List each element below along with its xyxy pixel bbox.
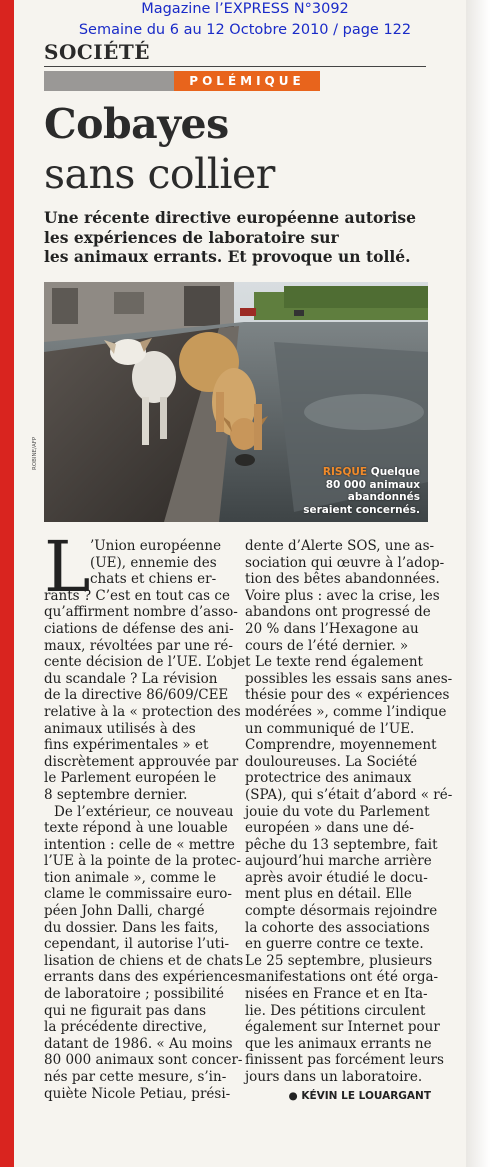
text-line: texte répond à une louable	[44, 820, 228, 837]
topic-tag: POLÉMIQUE	[174, 71, 320, 91]
text-line: douloureuses. La Société	[245, 753, 418, 770]
text-line: finissent pas forcément leurs	[245, 1052, 444, 1069]
text-line: du dossier. Dans les faits,	[44, 919, 219, 936]
text-line: nés par cette mesure, s’in-	[44, 1069, 227, 1085]
article-photo	[44, 282, 428, 522]
text-line: également sur Internet pour	[245, 1019, 440, 1036]
text-line: relative à la « protection des	[44, 703, 241, 720]
bullet-icon: ●	[288, 1089, 298, 1102]
text-line: cours de l’été dernier. »	[245, 637, 409, 654]
section-rule	[44, 66, 426, 67]
text-line: en guerre contre ce texte.	[245, 936, 424, 953]
lede-line: Une récente directive européenne autorise	[44, 208, 417, 227]
text-line: lie. Des pétitions circulent	[245, 1002, 426, 1019]
text-line: lisation de chiens et de chats	[44, 952, 244, 969]
text-line: péen John Dalli, chargé	[44, 903, 205, 920]
tag-grey-band	[44, 71, 174, 91]
text-line: la cohorte des associations	[245, 919, 430, 936]
text-line: ciations de défense des ani-	[44, 620, 234, 637]
text-line: jouie du vote du Parlement	[245, 803, 430, 820]
text-line: intention : celle de « mettre	[44, 836, 235, 853]
text-line: ’Union européenne	[90, 538, 222, 554]
text-line: l’UE à la pointe de la protec-	[44, 853, 241, 870]
text-line: aujourd’hui marche arrière	[245, 853, 432, 870]
photo-credit: ROBINE/AFP	[32, 436, 38, 470]
byline	[245, 1088, 431, 1105]
byline-author: KÉVIN LE LOUARGANT	[301, 1089, 431, 1102]
article-column-right	[245, 538, 453, 1104]
text-line: fins expérimentales » et	[44, 737, 209, 754]
red-edge-bar	[0, 0, 14, 1167]
text-line: qu’affirment nombre d’asso-	[44, 604, 238, 621]
text-line: clame le commissaire euro-	[44, 886, 232, 903]
text-line: de laboratoire ; possibilité	[44, 986, 224, 1003]
text-line: dente d’Alerte SOS, une as-	[245, 538, 435, 554]
text-line: Voire plus : avec la crise, les	[245, 587, 440, 604]
header-date-line: Semaine du 6 au 12 Octobre 2010 / page 122	[78, 22, 412, 38]
text-line: un communiqué de l’UE.	[245, 720, 415, 737]
caption-line: abandonnés	[347, 491, 420, 503]
text-line: de la directive 86/609/CEE	[44, 687, 229, 704]
drop-cap: L	[44, 526, 91, 608]
text-line: quiète Nicole Petiau, prési-	[44, 1085, 231, 1102]
text-line: 20 % dans l’Hexagone au	[245, 620, 419, 637]
text-line: (SPA), qui s’était d’abord « ré-	[245, 786, 453, 803]
right-column-lines	[245, 538, 453, 1086]
text-line: jours dans un laboratoire.	[245, 1069, 423, 1085]
headline-line-1: Cobayes	[44, 100, 229, 148]
text-line: nisées en France et en Ita-	[245, 986, 428, 1003]
text-line: pêche du 13 septembre, fait	[245, 836, 438, 853]
text-line: animaux utilisés à des	[44, 720, 196, 737]
page-edge-shadow	[466, 0, 490, 1167]
text-line: (UE), ennemie des	[90, 554, 217, 571]
text-line: ment plus en détail. Elle	[245, 886, 412, 903]
photo-caption	[303, 466, 420, 516]
section-title: SOCIÉTÉ	[44, 40, 151, 64]
caption-keyword: RISQUE	[322, 466, 368, 478]
text-line: Comprendre, moyennement	[245, 737, 437, 754]
lede-line: les animaux errants. Et provoque un tollé.	[44, 247, 411, 266]
text-line: maux, révoltées par une ré-	[44, 637, 233, 654]
text-line: européen » dans une dé-	[245, 820, 414, 837]
text-line: protectrice des animaux	[245, 770, 412, 787]
lede-line: les expériences de laboratoire sur	[44, 227, 339, 247]
text-line: la précédente directive,	[44, 1019, 207, 1036]
caption-line: 80 000 animaux	[325, 478, 420, 491]
text-line: qui ne figurait pas dans	[44, 1002, 207, 1019]
text-line: tion animale », comme le	[44, 869, 217, 886]
text-line: datant de 1986. « Au moins	[44, 1035, 233, 1052]
text-line: De l’extérieur, ce nouveau	[54, 803, 234, 820]
text-line: chats et chiens er-	[90, 571, 217, 588]
text-line: tion des bêtes abandonnées.	[245, 571, 440, 588]
text-line: que les animaux errants ne	[245, 1035, 432, 1052]
text-line: cependant, il autorise l’uti-	[44, 936, 230, 953]
left-column-lines	[44, 526, 251, 1102]
caption-line: seraient concernés.	[303, 503, 420, 516]
text-line: rants ? C’est en tout cas ce	[44, 587, 230, 604]
text-line: cente décision de l’UE. L’objet	[44, 654, 251, 671]
text-line: 8 septembre dernier.	[44, 786, 188, 803]
header-magazine-line: Magazine l’EXPRESS N°3092	[141, 1, 349, 17]
text-line: thésie pour des « expériences	[245, 687, 450, 704]
text-line: le Parlement européen le	[44, 770, 217, 787]
text-line: après avoir étudié le docu-	[245, 869, 428, 886]
text-line: du scandale ? La révision	[44, 670, 218, 687]
text-line: errants dans des expériences	[44, 969, 245, 986]
text-line: compte désormais rejoindre	[245, 903, 438, 920]
text-line: 80 000 animaux sont concer-	[44, 1052, 243, 1069]
text-line: possibles les essais sans anes-	[245, 670, 453, 687]
text-line: Le texte rend également	[255, 654, 423, 671]
headline-line-2: sans collier	[44, 150, 275, 198]
lede	[44, 208, 434, 267]
text-line: abandons ont progressé de	[245, 604, 431, 621]
text-line: discrètement approuvée par	[44, 753, 239, 770]
caption-line: Quelque	[370, 466, 420, 478]
article-column-left	[44, 526, 251, 1102]
text-line: modérées », comme l’indique	[245, 703, 447, 720]
text-line: manifestations ont été orga-	[245, 969, 439, 986]
text-line: Le 25 septembre, plusieurs	[245, 952, 433, 969]
text-line: sociation qui œuvre à l’adop-	[245, 554, 445, 571]
